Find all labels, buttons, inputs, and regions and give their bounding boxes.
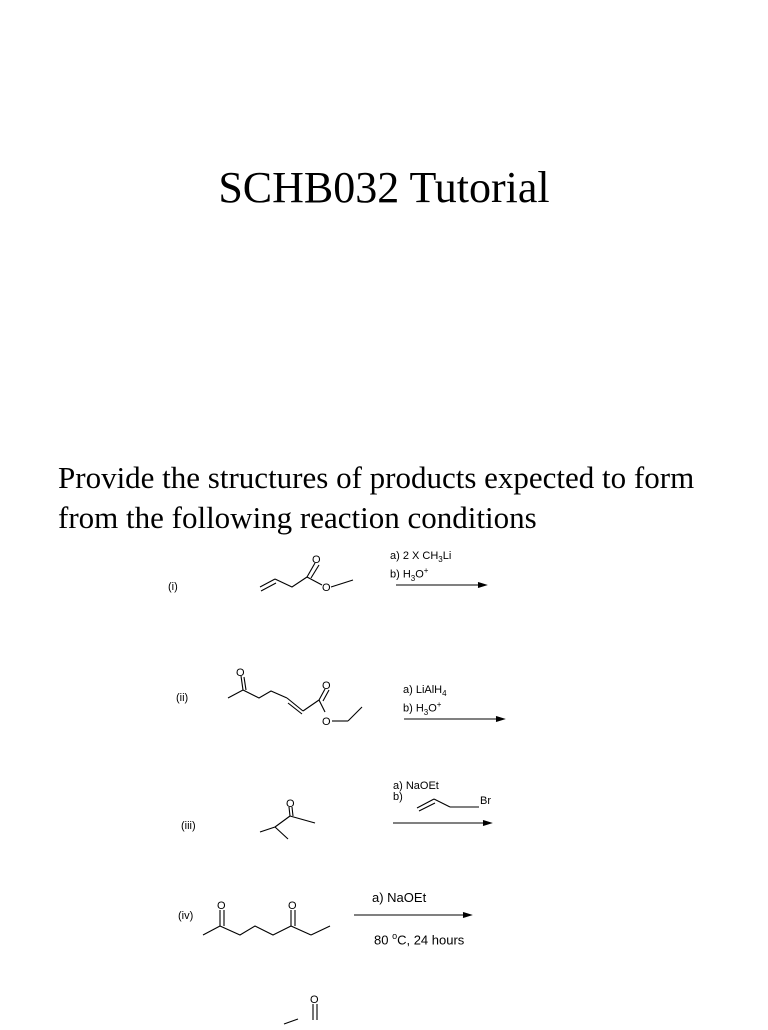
svg-text:O: O [322, 716, 331, 728]
reaction-label-iv: (iv) [178, 910, 194, 922]
reaction-label-ii: (ii) [176, 692, 189, 704]
reaction-arrow-iii [391, 818, 501, 828]
svg-text:O: O [322, 582, 331, 594]
svg-text:O: O [236, 667, 245, 679]
reactant-structure-iv [200, 895, 340, 945]
reactant-structure-i [255, 555, 365, 615]
svg-text:O: O [288, 900, 297, 912]
slide-title: SCHB032 Tutorial [218, 163, 550, 212]
reaction-arrow-ii [402, 714, 512, 724]
svg-text:Br: Br [480, 795, 491, 807]
reaction-arrow-iv [352, 910, 482, 920]
reaction-arrow-i [394, 580, 494, 590]
reactant-structure-v-partial [278, 990, 338, 1030]
reactant-structure-ii [225, 667, 375, 740]
conditions-iv-step-a: a) NaOEt [372, 890, 427, 905]
svg-text:O: O [312, 554, 321, 566]
reactant-structure-iii [255, 795, 325, 855]
reaction-label-i: (i) [168, 581, 178, 593]
svg-text:O: O [217, 900, 226, 912]
reaction-label-iii: (iii) [181, 820, 196, 832]
reagent-allyl-bromide [416, 793, 496, 813]
conditions-iii: a) NaOEt b) [393, 780, 439, 803]
question-text: Provide the structures of products expected to form from the following reaction conditions [58, 460, 695, 535]
svg-text:O: O [322, 680, 331, 692]
svg-text:O: O [286, 798, 295, 810]
conditions-i: a) 2 X $CH_3Li$ b) $H_3O^+$ [390, 550, 452, 584]
conditions-iv-step-b: 80 $^o$C, 24 hours [374, 931, 465, 948]
conditions-ii: a) LiAlH$_4$ b) $H_3O^+$ [403, 684, 447, 718]
svg-text:O: O [310, 994, 319, 1006]
